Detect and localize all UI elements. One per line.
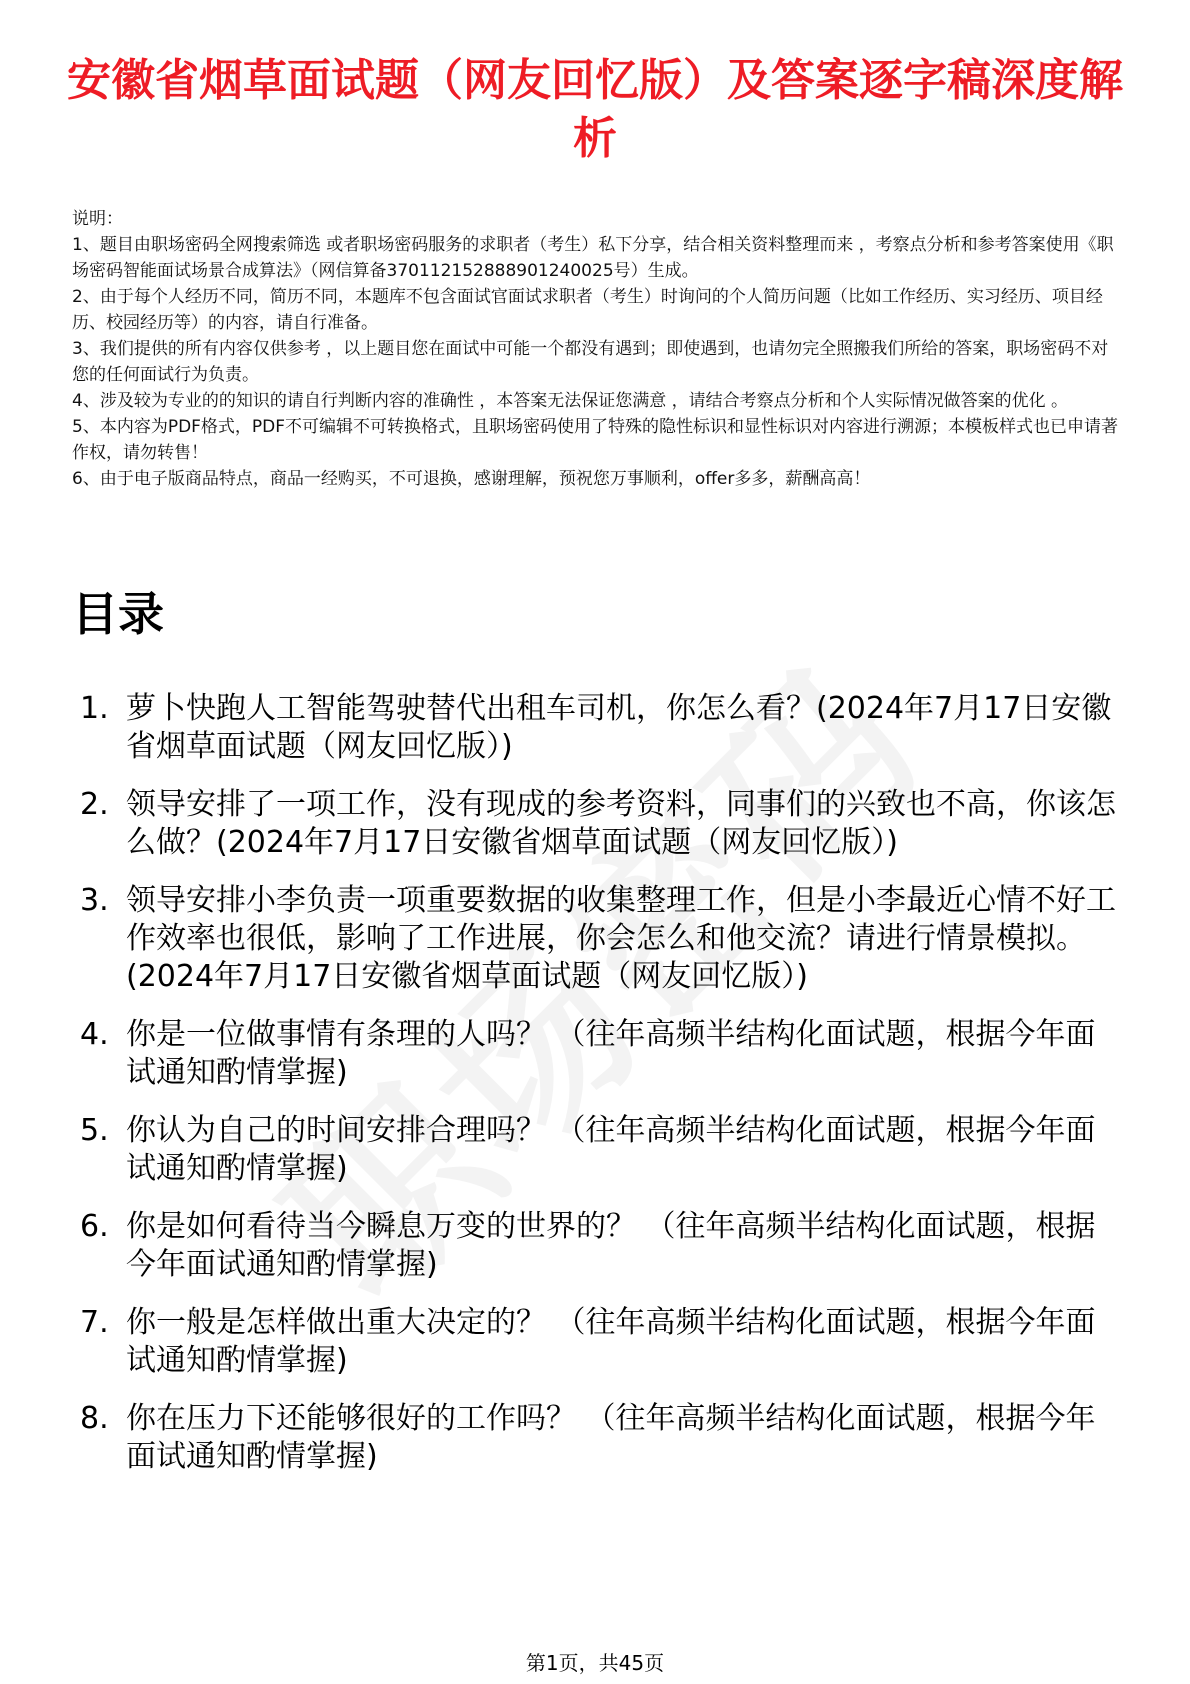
- toc-item[interactable]: [72, 1208, 1122, 1284]
- toc-item-number: 8.: [80, 1401, 109, 1436]
- note-item: 4、涉及较为专业的的知识的请自行判断内容的准确性 ，本答案无法保证您满意 ，请结合考察点分析和个人实际情况做答案的优化 。: [72, 391, 1069, 411]
- toc-item-text: 你一般是怎样做出重大决定的？ （往年高频半结构化面试题，根据今年面试通知酌情掌握): [126, 1305, 1096, 1378]
- toc-item-number: 5.: [80, 1113, 109, 1148]
- toc-item-text: 你是一位做事情有条理的人吗？ （往年高频半结构化面试题，根据今年面试通知酌情掌握): [126, 1017, 1096, 1090]
- toc-item-number: 7.: [80, 1305, 109, 1340]
- page-footer: 第1页，共45页: [525, 1651, 665, 1675]
- note-item: 1、题目由职场密码全网搜索筛选 或者职场密码服务的求职者（考生）私下分享，结合相关资料整理而来 ，考察点分析和参考答案使用《职场密码智能面试场景合成算法》（网信算备370112152888901240025号）生成。: [72, 235, 1114, 281]
- toc-item-text: 领导安排小李负责一项重要数据的收集整理工作，但是小李最近心情不好工作效率也很低，影响了工作进展，你会怎么和他交流？请进行情景模拟。(2024年7月17日安徽省烟草面试题（网友回忆版）): [126, 883, 1116, 994]
- toc-item-number: 4.: [80, 1017, 109, 1052]
- toc-item[interactable]: [72, 786, 1122, 862]
- toc-item[interactable]: [72, 1112, 1122, 1188]
- toc-item[interactable]: [72, 1304, 1122, 1380]
- toc-heading: 目录: [72, 587, 164, 641]
- toc-item[interactable]: [72, 690, 1122, 766]
- toc-item[interactable]: [72, 1016, 1122, 1092]
- toc-item-text: 你是如何看待当今瞬息万变的世界的？ （往年高频半结构化面试题，根据今年面试通知酌情掌握): [126, 1209, 1096, 1282]
- toc-item-text: 萝卜快跑人工智能驾驶替代出租车司机，你怎么看？(2024年7月17日安徽省烟草面试题（网友回忆版）): [126, 691, 1112, 764]
- document-title: 安徽省烟草面试题（网友回忆版）及答案逐字稿深度解析: [67, 55, 1123, 164]
- note-item: 2、由于每个人经历不同，简历不同，本题库不包含面试官面试求职者（考生）时询问的个人简历问题（比如工作经历、实习经历、项目经历、校园经历等）的内容，请自行准备。: [72, 287, 1103, 333]
- toc-item-text: 你认为自己的时间安排合理吗？ （往年高频半结构化面试题，根据今年面试通知酌情掌握): [126, 1113, 1096, 1186]
- toc-list: [72, 690, 1122, 1496]
- toc-item[interactable]: [72, 1400, 1122, 1476]
- toc-item-number: 6.: [80, 1209, 109, 1244]
- note-item: 5、本内容为PDF格式，PDF不可编辑不可转换格式，且职场密码使用了特殊的隐性标识和显性标识对内容进行溯源；本模板样式也已申请著作权，请勿转售！: [72, 417, 1119, 463]
- note-item: 3、我们提供的所有内容仅供参考 ，以上题目您在面试中可能一个都没有遇到；即使遇到，也请勿完全照搬我们所给的答案，职场密码不对您的任何面试行为负责。: [72, 339, 1109, 385]
- toc-item-number: 1.: [80, 691, 109, 726]
- toc-item-text: 你在压力下还能够很好的工作吗？ （往年高频半结构化面试题，根据今年面试通知酌情掌握): [126, 1401, 1096, 1474]
- toc-item-text: 领导安排了一项工作，没有现成的参考资料，同事们的兴致也不高，你该怎么做？(2024年7月17日安徽省烟草面试题（网友回忆版）): [126, 787, 1116, 860]
- notes-label: 说明：: [72, 209, 123, 229]
- note-item: 6、由于电子版商品特点，商品一经购买，不可退换，感谢理解，预祝您万事顺利，offer多多，薪酬高高！: [72, 469, 871, 489]
- toc-item-number: 2.: [80, 787, 109, 822]
- toc-item[interactable]: [72, 882, 1122, 996]
- notes-section: [72, 206, 1122, 492]
- toc-item-number: 3.: [80, 883, 109, 918]
